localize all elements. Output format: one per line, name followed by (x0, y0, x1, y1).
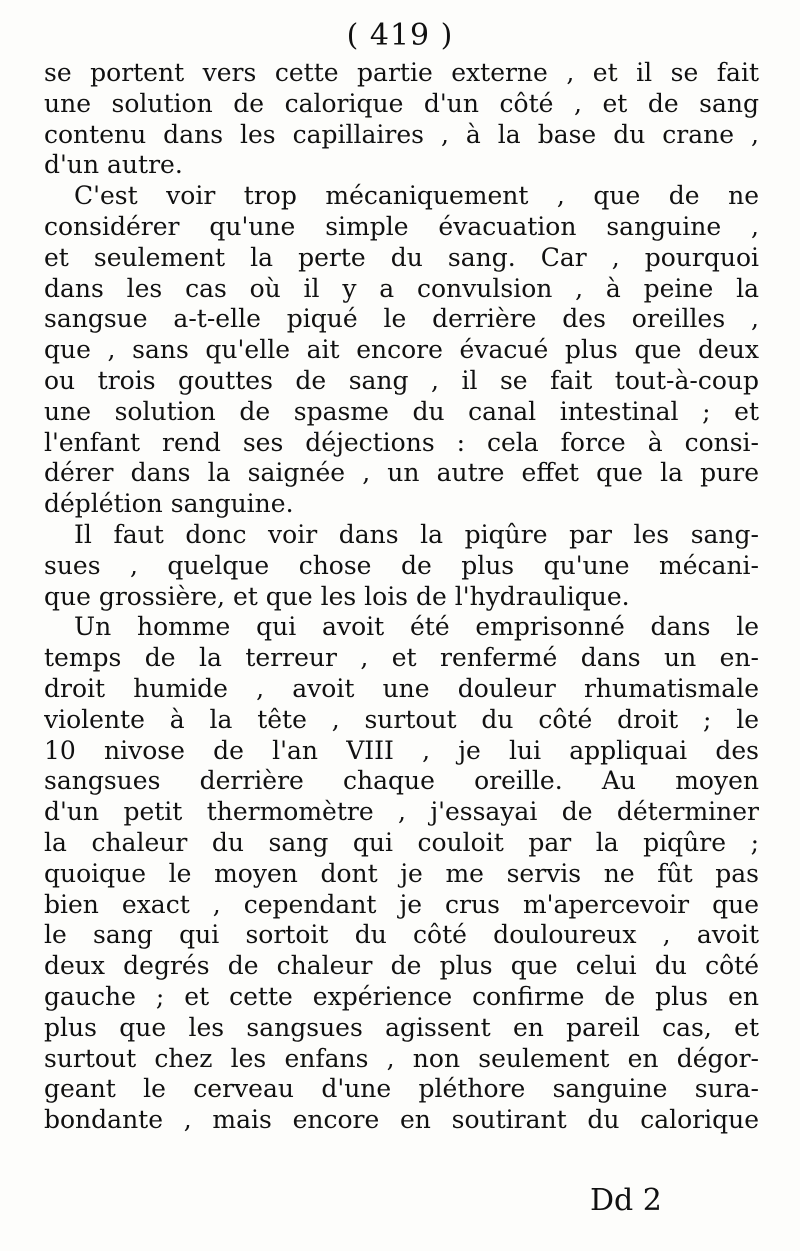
text-line: contenu dans les capillaires , à la base du crane , (44, 119, 759, 149)
text-line: dans les cas où il y a convulsion , à peine la (44, 273, 759, 303)
text-line: considérer qu'une simple évacuation sanguine , (44, 211, 759, 241)
text-line: temps de la terreur , et renfermé dans un en- (44, 643, 759, 673)
text-line: que grossière, et que les lois de l'hydraulique. (44, 581, 630, 611)
text-line: sues , quelque chose de plus qu'une mécani- (44, 550, 759, 580)
text-line: dérer dans la saignée , un autre effet que la pure (44, 458, 759, 488)
text-line: sangsues derrière chaque oreille. Au moyen (44, 766, 759, 796)
text-line: quoique le moyen dont je me servis ne fût pas (44, 858, 759, 888)
text-line: geant le cerveau d'une pléthore sanguine sura- (44, 1074, 759, 1104)
signature-mark: Dd 2 (590, 1183, 662, 1218)
body-text (44, 58, 759, 1136)
text-line: 10 nivose de l'an VIII , je lui appliquai des (44, 735, 759, 765)
text-line: surtout chez les enfans , non seulement en dégor- (44, 1043, 759, 1073)
page-number: ( 419 ) (346, 18, 454, 53)
text-line: plus que les sangsues agissent en pareil cas, et (44, 1012, 759, 1042)
text-line: une solution de spasme du canal intestinal ; et (44, 396, 759, 426)
text-line: Il faut donc voir dans la piqûre par les sang- (74, 519, 759, 549)
text-line: droit humide , avoit une douleur rhumatismale (44, 673, 759, 703)
text-line: que , sans qu'elle ait encore évacué plus que deux (44, 335, 759, 365)
text-line: deux degrés de chaleur de plus que celui du côté (44, 951, 759, 981)
text-line: d'un autre. (44, 150, 183, 180)
text-line: le sang qui sortoit du côté douloureux , avoit (44, 920, 759, 950)
text-line: la chaleur du sang qui couloit par la piqûre ; (44, 827, 759, 857)
text-line: se portent vers cette partie externe , et il se fait (44, 58, 759, 87)
text-line: l'enfant rend ses déjections : cela force à consi- (44, 427, 759, 457)
text-line: et seulement la perte du sang. Car , pourquoi (44, 242, 759, 272)
text-line: gauche ; et cette expérience confirme de plus en (44, 981, 759, 1011)
text-line: bien exact , cependant je crus m'apercevoir que (44, 889, 759, 919)
text-line: C'est voir trop mécaniquement , que de ne (74, 181, 759, 211)
text-line: bondante , mais encore en soutirant du calorique (44, 1105, 759, 1135)
text-line: une solution de calorique d'un côté , et de sang (44, 88, 759, 118)
text-line: sangsue a-t-elle piqué le derrière des oreilles , (44, 304, 759, 334)
text-line: Un homme qui avoit été emprisonné dans le (74, 612, 759, 642)
text-line: déplétion sanguine. (44, 489, 294, 519)
text-line: ou trois gouttes de sang , il se fait tout-à-coup (44, 365, 759, 395)
text-line: violente à la tête , surtout du côté droit ; le (44, 704, 759, 734)
text-line: d'un petit thermomètre , j'essayai de déterminer (44, 797, 759, 827)
